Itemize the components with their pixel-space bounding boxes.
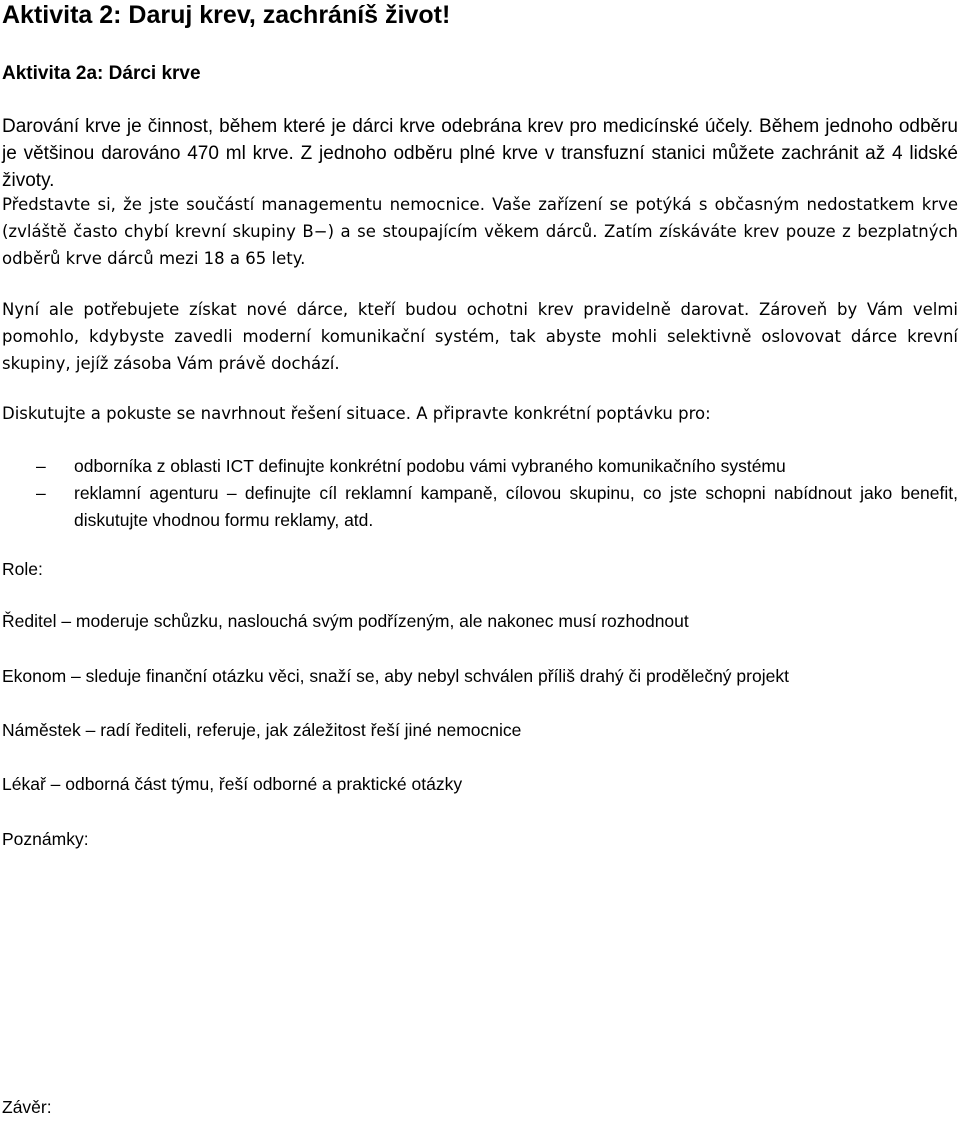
list-item bbox=[36, 480, 958, 534]
role-economist: Ekonom – sleduje finanční otázku věci, snaží se, aby nebyl schválen příliš drahý či prodělečný projekt bbox=[2, 666, 789, 686]
document-title: Aktivita 2: Daruj krev, zachráníš život! bbox=[2, 1, 451, 29]
notes-label: Poznámky: bbox=[2, 829, 89, 849]
intro-paragraph: Darování krve je činnost, během které je dárci krve odebrána krev pro medicínské účely. Během jednoho odběru je většinou darováno 470 ml krve. Z jednoho odběru plné krve v transfuzní stanici můžete zachránit až 4 lidské životy. bbox=[2, 116, 958, 191]
roles-label: Role: bbox=[2, 559, 43, 579]
list-item-text: odborníka z oblasti ICT definujte konkrétní podobu vámi vybraného komunikačního systému bbox=[74, 456, 786, 476]
role-director: Ředitel – moderuje schůzku, naslouchá svým podřízeným, ale nakonec musí rozhodnout bbox=[2, 611, 689, 631]
role-deputy: Náměstek – radí řediteli, referuje, jak záležitost řeší jiné nemocnice bbox=[2, 720, 522, 740]
conclusion-label: Závěr: bbox=[2, 1097, 52, 1117]
list-item bbox=[36, 453, 958, 480]
task-paragraph: Diskutujte a pokuste se navrhnout řešení situace. A připravte konkrétní poptávku pro: bbox=[2, 404, 711, 423]
need-paragraph: Nyní ale potřebujete získat nové dárce, kteří budou ochotni krev pravidelně darovat. Zároveň by Vám velmi pomohlo, kdybyste zavedli moderní komunikační systém, tak abyste mohli selektivně oslovovat dárce krevní skupiny, jejíž zásoba Vám právě dochází. bbox=[2, 300, 958, 373]
list-dash: – bbox=[36, 456, 46, 476]
list-dash: – bbox=[36, 483, 46, 503]
list-item-text: reklamní agenturu – definujte cíl reklamní kampaně, cílovou skupinu, co jste schopni nabídnout jako benefit, diskutujte vhodnou formu reklamy, atd. bbox=[74, 483, 958, 530]
role-doctor: Lékař – odborná část týmu, řeší odborné a praktické otázky bbox=[2, 774, 463, 794]
situation-paragraph: Představte si, že jste součástí managementu nemocnice. Vaše zařízení se potýká s občasným nedostatkem krve (zvláště často chybí krevní skupiny B−) a se stoupajícím věkem dárců. Zatím získáváte krev pouze z bezplatných odběrů krve dárců mezi 18 a 65 lety. bbox=[2, 195, 958, 268]
task-list bbox=[36, 453, 958, 534]
section-subtitle: Aktivita 2a: Dárci krve bbox=[2, 63, 201, 84]
